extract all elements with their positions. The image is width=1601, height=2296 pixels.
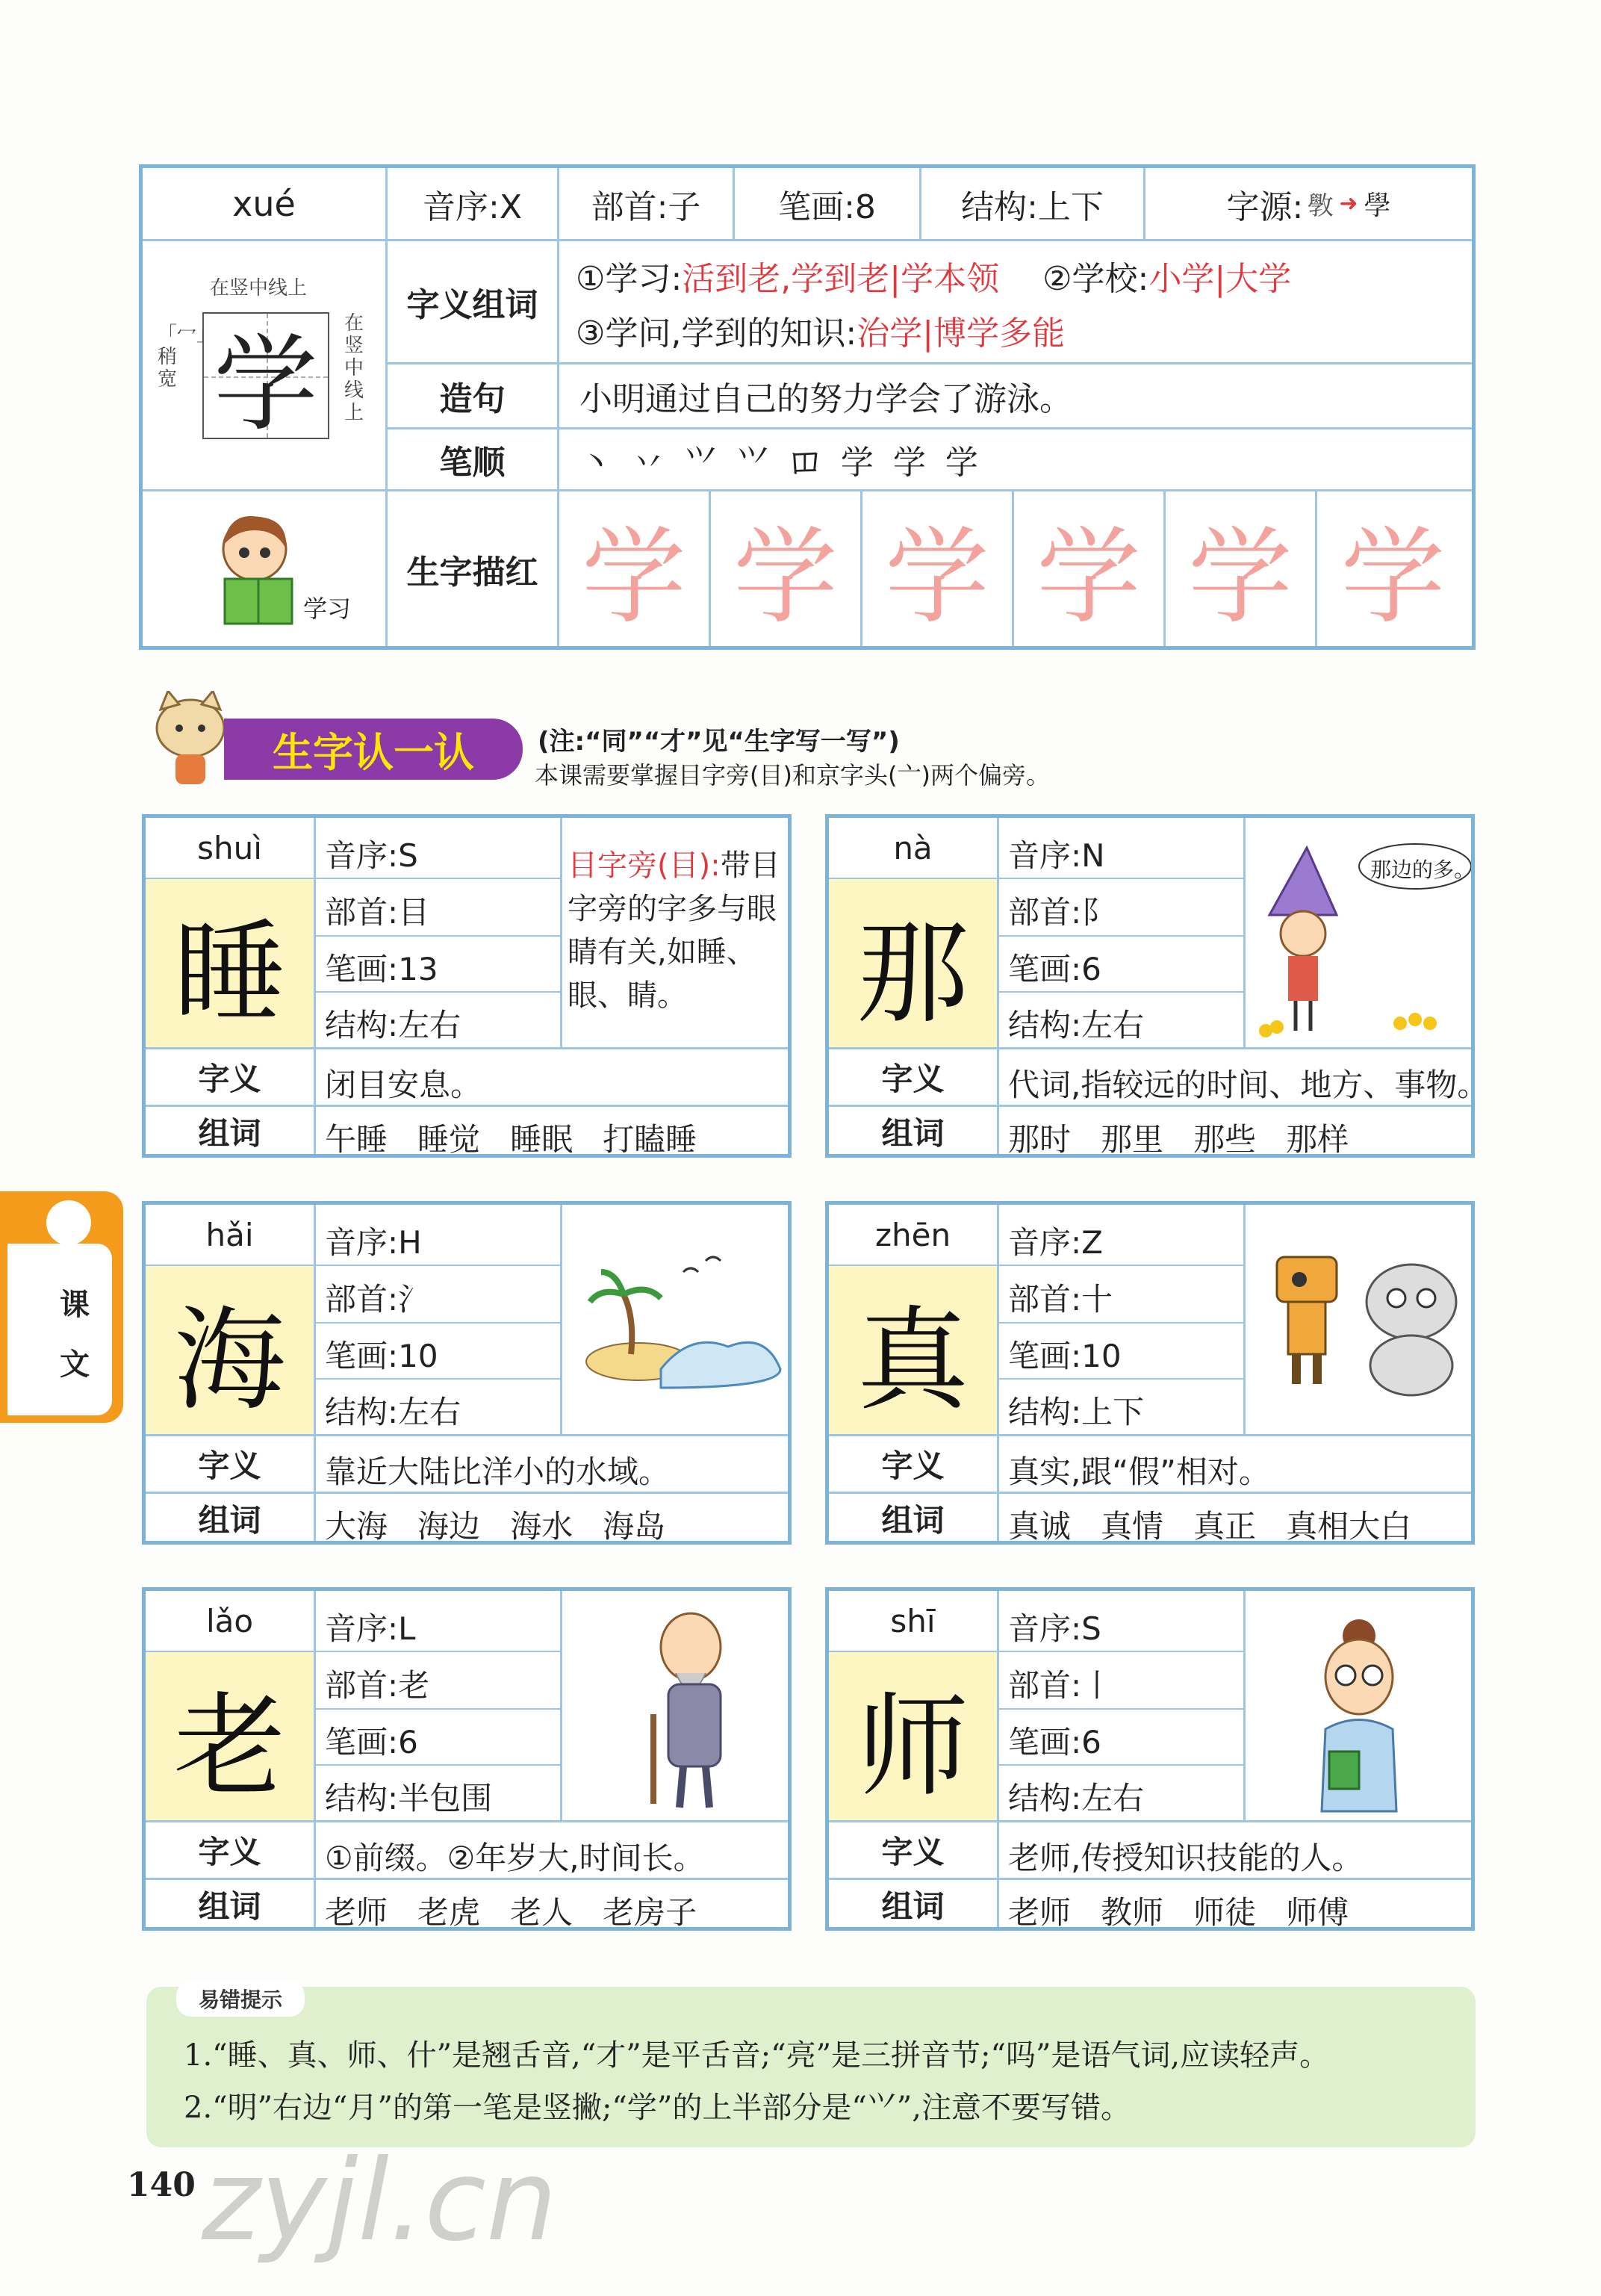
- yinxu: 音序:S: [325, 837, 418, 874]
- section-title-banner: [224, 719, 523, 780]
- trace-char: 学: [733, 517, 838, 639]
- label-words: 组词: [198, 1501, 261, 1539]
- words: 大海 海边 海水 海岛: [325, 1508, 666, 1545]
- yinxu: 音序:S: [1008, 1610, 1101, 1647]
- bihua: 笔画:13: [325, 951, 438, 987]
- jiegou: 结构:上下: [1008, 1394, 1145, 1430]
- label-meaning: 字义: [198, 1834, 261, 1870]
- meaning-line-1: [576, 252, 1291, 300]
- bihua: 笔画:10: [1008, 1338, 1122, 1374]
- note-top: 在竖中线上: [210, 277, 308, 300]
- teacher-illustration: [1277, 1602, 1464, 1819]
- char-card-lao: [142, 1587, 792, 1931]
- trace-char: 学: [1187, 517, 1293, 639]
- tracing-box: [711, 491, 862, 646]
- radical-note: [568, 844, 784, 1017]
- meaning-3-label: ③学问,学到的知识:: [576, 314, 857, 353]
- old-man-illustration: [594, 1602, 780, 1819]
- bushou: 部首:阝: [1008, 894, 1113, 931]
- pinyin: lǎo: [205, 1602, 254, 1639]
- label-words: 组词: [881, 1114, 945, 1152]
- bihua: 笔画:6: [1008, 1724, 1101, 1760]
- big-char: 师: [829, 1652, 997, 1820]
- label-meaning-words: 字义组词: [406, 286, 538, 324]
- jiegou: 结构:左右: [1008, 1780, 1145, 1816]
- example-sentence: 小明通过自己的努力学会了游泳。: [579, 380, 1072, 418]
- meaning-1-words: 活到老,学到老|学本领: [682, 260, 1000, 298]
- meaning: ①前缀。②年岁大,时间长。: [325, 1840, 705, 1876]
- label-stroke-order: 笔顺: [439, 444, 506, 482]
- bihua: 笔画:6: [1008, 951, 1101, 987]
- words: 那时 那里 那些 那样: [1008, 1121, 1349, 1158]
- jiegou: 结构:左右: [325, 1394, 461, 1430]
- trace-char: 学: [581, 517, 686, 639]
- label-meaning: 字义: [881, 1834, 945, 1870]
- jiegou: 结构:左右: [325, 1007, 461, 1043]
- tip-line-1: 1.“睡、真、师、什”是翘舌音,“才”是平舌音;“亮”是三拼音节;“吗”是语气词,应读轻声。: [184, 2038, 1330, 2073]
- seal-script-icon: 斆: [1308, 191, 1334, 221]
- meaning-3-words: 治学|博学多能: [857, 314, 1066, 353]
- meaning: 代词,指较远的时间、地方、事物。: [1008, 1067, 1489, 1103]
- meaning-2-words: 小学|大学: [1148, 260, 1292, 298]
- meaning-1-label: ①学习:: [576, 260, 683, 298]
- char-card-zhen: [825, 1201, 1475, 1545]
- traditional-char-icon: 學: [1364, 190, 1391, 221]
- bihua: 笔画:6: [325, 1724, 418, 1760]
- yinxu: 音序:X: [423, 187, 522, 226]
- island-illustration: [579, 1242, 788, 1421]
- robot-dog-illustration: [1262, 1235, 1471, 1421]
- label-words: 组词: [881, 1887, 945, 1925]
- words: 午睡 睡觉 睡眠 打瞌睡: [325, 1121, 697, 1158]
- meaning: 老师,传授知识技能的人。: [1008, 1840, 1364, 1876]
- big-char: 老: [146, 1652, 314, 1820]
- arrow-right-icon: ➜: [1339, 190, 1358, 217]
- label-meaning: 字义: [198, 1061, 261, 1097]
- rabbit-icon: [46, 1200, 91, 1245]
- char-writing-guide: [143, 241, 385, 489]
- yinxu: 音序:Z: [1008, 1224, 1103, 1261]
- label-meaning: 字义: [881, 1061, 945, 1097]
- char-card-shi: [825, 1587, 1475, 1931]
- label-words: 组词: [881, 1501, 945, 1539]
- big-char: 真: [829, 1266, 997, 1434]
- pinyin: xué: [232, 183, 296, 224]
- speech-bubble: 那边的多。: [1370, 857, 1476, 882]
- meaning: 靠近大陆比洋小的水域。: [325, 1453, 671, 1490]
- tracing-box: [1014, 491, 1166, 646]
- big-char: 那: [829, 879, 997, 1047]
- char-card-na: [825, 814, 1489, 1158]
- page-number: 140: [127, 2166, 196, 2204]
- character-table-xue: [139, 164, 1476, 650]
- tip-box: [146, 1987, 1476, 2147]
- tracing-box: [1317, 491, 1469, 646]
- radical-note-text: 带目字旁的字多与眼睛有关,如睡、眼、睛。: [568, 848, 780, 1013]
- trace-char: 学: [1340, 517, 1446, 639]
- bihua: 笔画:10: [325, 1338, 438, 1374]
- meaning-2-label: ②学校:: [1042, 260, 1149, 298]
- section-note-1: (注:“同”“才”见“生字写一写”): [538, 727, 900, 757]
- pinyin: shuì: [197, 829, 262, 866]
- bushou: 部首:丨: [1008, 1667, 1113, 1704]
- label-words: 组词: [198, 1114, 261, 1152]
- char-card-shui: [142, 814, 792, 1158]
- jiegou: 结构:左右: [1008, 1007, 1145, 1043]
- radical-note-title: 目字旁(目):: [568, 848, 721, 883]
- note-right: 在竖中线上: [344, 312, 364, 424]
- side-tab-char-1: 课: [60, 1288, 90, 1322]
- meaning-line-2: [576, 306, 1065, 354]
- meaning: 真实,跟“假”相对。: [1008, 1453, 1270, 1490]
- tip-title: 易错提示: [176, 1981, 305, 2017]
- big-char: 学: [213, 323, 318, 446]
- big-char: 海: [146, 1266, 314, 1434]
- words: 真诚 真情 真正 真相大白: [1008, 1508, 1412, 1545]
- label-meaning: 字义: [881, 1448, 945, 1484]
- words: 老师 教师 师徒 师傅: [1008, 1894, 1349, 1931]
- label-sentence: 造句: [439, 380, 506, 418]
- note-left: 「冖」稍宽: [158, 323, 217, 391]
- tip-line-2: 2.“明”右边“月”的第一笔是竖撇;“学”的上半部分是“⺍”,注意不要写错。: [184, 2091, 1131, 2125]
- yinxu: 音序:N: [1008, 837, 1105, 874]
- tracing-row: [559, 491, 1472, 646]
- section-title: 生字认一认: [273, 728, 474, 776]
- ziyuan: [1145, 168, 1472, 239]
- tracing-box: [862, 491, 1014, 646]
- boy-reading-illustration: [195, 508, 374, 635]
- yinxu: 音序:H: [325, 1224, 422, 1261]
- bushou: 部首:氵: [325, 1281, 430, 1318]
- trace-char: 学: [1036, 517, 1141, 639]
- tian-grid: [202, 312, 329, 446]
- label-meaning: 字义: [198, 1448, 261, 1484]
- pinyin: hǎi: [205, 1216, 254, 1253]
- ziyuan-label: 字源:: [1226, 187, 1304, 226]
- side-tab-inner: [7, 1244, 112, 1415]
- side-tab: [0, 1191, 123, 1423]
- trace-char: 学: [884, 517, 989, 639]
- meaning: 闭目安息。: [325, 1067, 482, 1103]
- pinyin: zhēn: [874, 1216, 951, 1253]
- char-card-hai: [142, 1201, 792, 1545]
- yinxu: 音序:L: [325, 1610, 416, 1647]
- big-char: 睡: [146, 879, 314, 1047]
- bihua: 笔画:8: [778, 187, 876, 226]
- tracing-box: [559, 491, 711, 646]
- words: 老师 老虎 老人 老房子: [325, 1894, 697, 1931]
- bushou: 部首:子: [591, 187, 701, 226]
- label-words: 组词: [198, 1887, 261, 1925]
- pinyin: nà: [893, 829, 933, 866]
- tracing-box: [1166, 491, 1317, 646]
- bushou: 部首:老: [325, 1667, 430, 1704]
- pinyin: shī: [890, 1602, 936, 1639]
- wizard-child-illustration: [1255, 833, 1476, 1042]
- section-note-2: 本课需要掌握目字旁(目)和京字头(亠)两个偏旁。: [535, 761, 1050, 789]
- bushou: 部首:十: [1008, 1281, 1113, 1318]
- watermark: zyjl.cn: [202, 2136, 558, 2266]
- bushou: 部首:目: [325, 894, 430, 931]
- label-tracing: 生字描红: [406, 553, 538, 592]
- jiegou: 结构:上下: [961, 187, 1104, 226]
- pic-caption: 学习: [303, 595, 352, 623]
- stroke-order: 丶 丷 ⺍ 𭕄 𫩏 学 学 学: [579, 444, 983, 482]
- side-tab-char-2: 文: [60, 1347, 90, 1382]
- jiegou: 结构:半包围: [325, 1780, 493, 1816]
